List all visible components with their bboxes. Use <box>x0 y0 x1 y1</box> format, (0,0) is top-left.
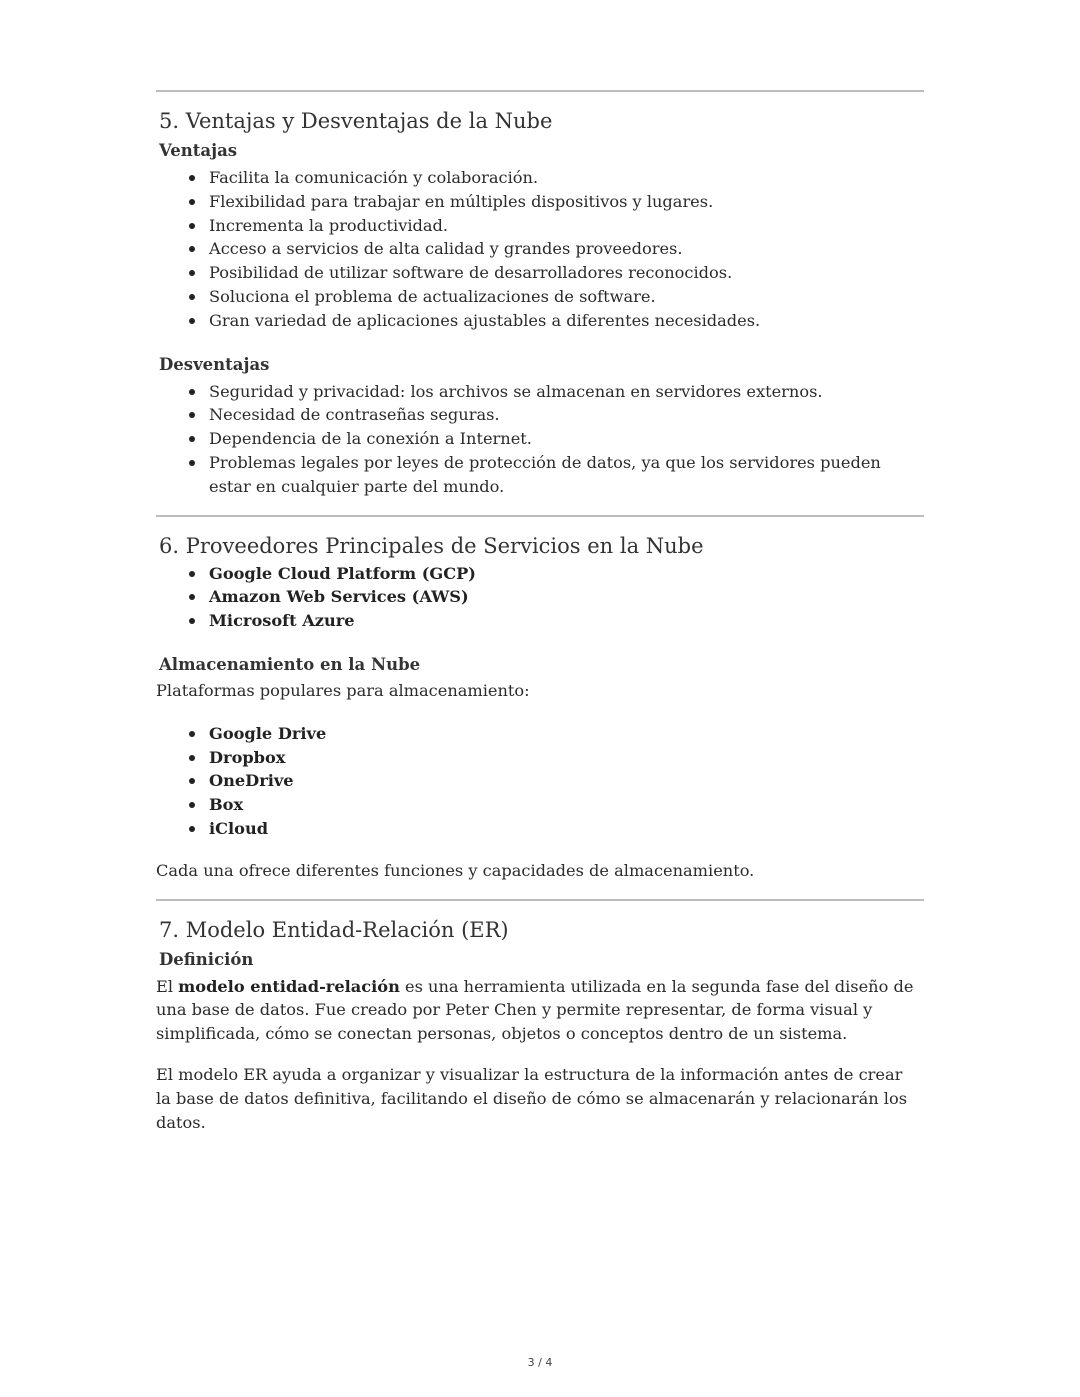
list-item: Soluciona el problema de actualizaciones de software. <box>156 285 924 309</box>
er-purpose-paragraph: El modelo ER ayuda a organizar y visualizar la estructura de la información antes de crear la base de datos definitiva, facilitando el diseño de cómo se almacenarán y relacionarán los datos. <box>156 1064 908 1132</box>
page-indicator: 3 / 4 <box>527 1356 553 1369</box>
section-divider <box>156 899 924 901</box>
list-item: Dropbox <box>156 746 924 770</box>
list-item: Seguridad y privacidad: los archivos se almacenan en servidores externos. <box>156 380 924 404</box>
storage-outro: Cada una ofrece diferentes funciones y capacidades de almacenamiento. <box>156 860 755 880</box>
section-divider <box>156 515 924 517</box>
list-item: Incrementa la productividad. <box>156 214 924 238</box>
er-definition-paragraph <box>156 975 924 1046</box>
list-item: Posibilidad de utilizar software de desarrolladores reconocidos. <box>156 261 924 285</box>
list-item: Flexibilidad para trabajar en múltiples dispositivos y lugares. <box>156 190 924 214</box>
list-item: Microsoft Azure <box>156 609 924 633</box>
ventajas-list <box>156 166 924 333</box>
desventajas-list <box>156 380 924 499</box>
desventajas-heading: Desventajas <box>159 354 270 374</box>
section-5-title: 5. Ventajas y Desventajas de la Nube <box>159 109 553 133</box>
list-item: Gran variedad de aplicaciones ajustables a diferentes necesidades. <box>156 309 924 333</box>
section-divider <box>156 90 924 92</box>
list-item: Necesidad de contraseñas seguras. <box>156 403 924 427</box>
list-item: Box <box>156 793 924 817</box>
list-item: Facilita la comunicación y colaboración. <box>156 166 924 190</box>
storage-heading: Almacenamiento en la Nube <box>159 654 421 674</box>
para-rest: es una herramienta utilizada en la segunda fase del diseño de una base de datos. Fue creado por Peter Chen y permite representar, de forma visual y simplificada, cómo se conectan personas, objetos o conceptos dentro de un sistema. <box>156 976 914 1044</box>
para-start: El <box>156 976 179 996</box>
list-item: iCloud <box>156 817 924 841</box>
list-item: Acceso a servicios de alta calidad y grandes proveedores. <box>156 237 924 261</box>
definicion-heading: Definición <box>159 949 254 969</box>
ventajas-heading: Ventajas <box>159 141 238 160</box>
section-6-title: 6. Proveedores Principales de Servicios en la Nube <box>159 533 704 558</box>
para-bold-term: modelo entidad-relación <box>178 976 400 996</box>
storage-list <box>156 722 924 841</box>
section-7-title: 7. Modelo Entidad-Relación (ER) <box>159 917 509 942</box>
list-item: Google Drive <box>156 722 924 746</box>
list-item: Problemas legales por leyes de protección de datos, ya que los servidores pueden estar en cualquier parte del mundo. <box>156 451 924 499</box>
providers-list <box>156 562 924 633</box>
list-item: Google Cloud Platform (GCP) <box>156 562 924 586</box>
storage-intro: Plataformas populares para almacenamiento: <box>156 680 530 700</box>
document-page <box>156 0 924 1134</box>
list-item: Amazon Web Services (AWS) <box>156 585 924 609</box>
list-item: OneDrive <box>156 769 924 793</box>
list-item: Dependencia de la conexión a Internet. <box>156 427 924 451</box>
